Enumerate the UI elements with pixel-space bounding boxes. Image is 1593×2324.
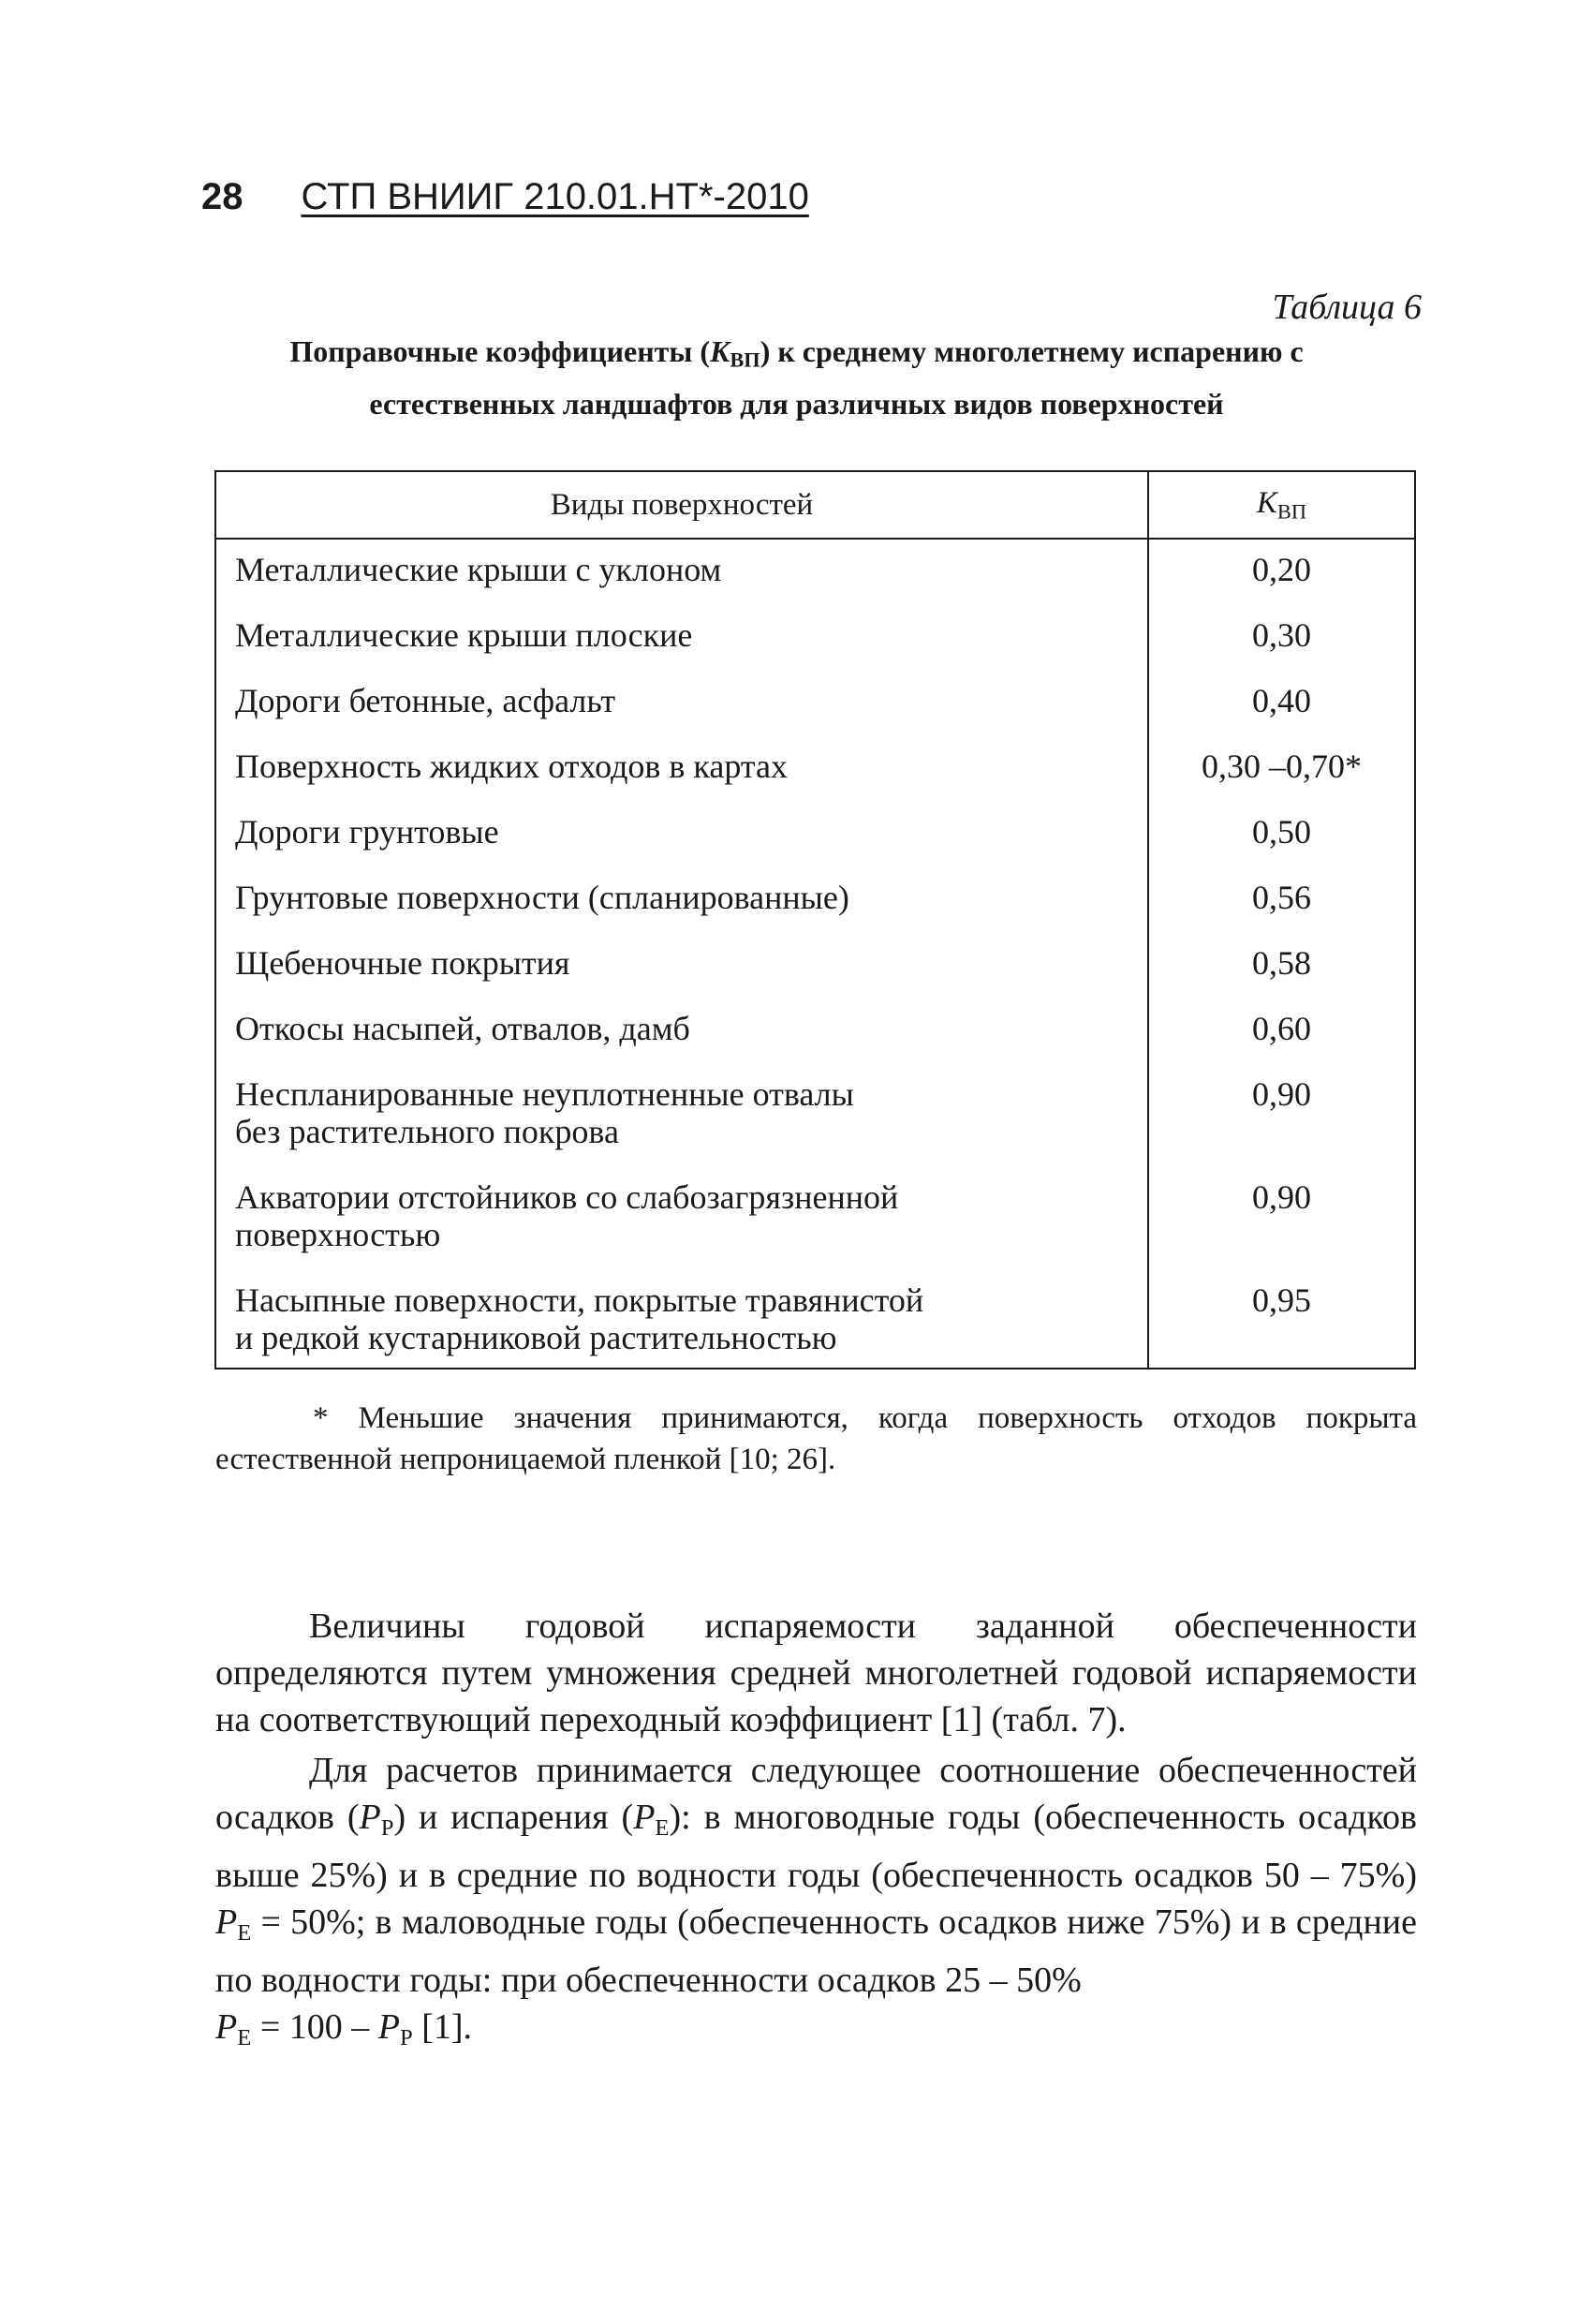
table-row — [215, 1272, 1415, 1369]
p-symbol: P — [633, 1798, 656, 1837]
surface-cell: Дороги грунтовые — [215, 804, 1148, 869]
header-k-symbol: K — [1256, 485, 1277, 520]
table-header-row — [215, 471, 1415, 539]
coefficient-cell: 0,30 — [1148, 607, 1415, 673]
coefficient-cell: 0,20 — [1148, 539, 1415, 607]
table-number: Таблица 6 — [1272, 288, 1422, 327]
text-run: ) и испарения ( — [393, 1798, 634, 1837]
surface-cell — [215, 1169, 1148, 1272]
text-run: ): в многоводные годы (обеспеченность осадков выше 25%) и в средние по водности годы (обеспеченность осадков 50 – 75%) — [215, 1798, 1417, 1895]
table-row — [215, 539, 1415, 607]
surface-line: Неспланированные неуплотненные отвалы — [235, 1075, 854, 1113]
coefficient-cell: 0,58 — [1148, 935, 1415, 1000]
table-row — [215, 1066, 1415, 1169]
surface-cell: Щебеночные покрытия — [215, 935, 1148, 1000]
subscript-e: Е — [655, 1814, 670, 1841]
surface-line: поверхностью — [235, 1216, 441, 1253]
coefficient-cell: 0,60 — [1148, 1000, 1415, 1066]
text-run: [1]. — [412, 2006, 473, 2047]
caption-text-start: Поправочные коэффициенты ( — [289, 334, 710, 368]
p-symbol: P — [215, 1902, 238, 1942]
header-surface-types: Виды поверхностей — [215, 471, 1148, 539]
coefficient-cell: 0,50 — [1148, 804, 1415, 869]
header-coefficient — [1148, 471, 1415, 539]
table-row — [215, 673, 1415, 738]
document-code: СТП ВНИИГ 210.01.НТ*-2010 — [301, 176, 809, 217]
table-row — [215, 607, 1415, 673]
surface-cell: Металлические крыши с уклоном — [215, 539, 1148, 607]
coefficient-cell: 0,90 — [1148, 1169, 1415, 1272]
table-row — [215, 738, 1415, 804]
running-head — [201, 176, 809, 218]
text-run: = 100 – — [251, 2006, 378, 2047]
surface-line: без растительного покрова — [235, 1113, 619, 1150]
coefficient-cell: 0,56 — [1148, 869, 1415, 935]
surface-cell: Грунтовые поверхности (спланированные) — [215, 869, 1148, 935]
subscript-e: Е — [237, 1919, 252, 1946]
surface-line: и редкой кустарниковой растительностью — [235, 1319, 837, 1356]
p-symbol: P — [215, 2006, 238, 2047]
surface-cell — [215, 1066, 1148, 1169]
surface-line: Акватории отстойников со слабозагрязненной — [235, 1178, 899, 1216]
surface-cell: Поверхность жидких отходов в картах — [215, 738, 1148, 804]
coefficient-table — [214, 470, 1416, 1369]
subscript-p: Р — [380, 1814, 394, 1841]
p-symbol: P — [377, 2006, 400, 2047]
table-row — [215, 1169, 1415, 1272]
surface-cell: Дороги бетонные, асфальт — [215, 673, 1148, 738]
surface-line: Насыпные поверхности, покрытые травянистой — [235, 1281, 924, 1319]
subscript-e: Е — [237, 2024, 252, 2050]
surface-cell: Металлические крыши плоские — [215, 607, 1148, 673]
body-text — [215, 1603, 1417, 2065]
paragraph-2 — [215, 1747, 1417, 2062]
page-number: 28 — [201, 176, 243, 217]
coefficient-cell: 0,40 — [1148, 673, 1415, 738]
coefficient-cell: 0,30 –0,70* — [1148, 738, 1415, 804]
coefficient-cell: 0,90 — [1148, 1066, 1415, 1169]
caption-text-end: ) к среднему многолетнему испарению с естественных ландшафтов для различных видов поверхностей — [369, 334, 1304, 421]
table-footnote: * Меньшие значения принимаются, когда поверхность отходов покрыта естественной непроницаемой пленкой [10; 26]. — [215, 1401, 1417, 1476]
surface-cell — [215, 1272, 1148, 1369]
table-row — [215, 804, 1415, 869]
surface-cell: Откосы насыпей, отвалов, дамб — [215, 1000, 1148, 1066]
table-row — [215, 935, 1415, 1000]
coefficient-cell: 0,95 — [1148, 1272, 1415, 1369]
table-row — [215, 1000, 1415, 1066]
caption-k-symbol: K — [710, 334, 730, 368]
text-run: Для расчетов принимается следующее соотношение обеспеченностей осадков ( — [215, 1751, 1417, 1837]
table-row — [215, 869, 1415, 935]
header-k-subscript: ВП — [1276, 499, 1307, 524]
p-symbol: P — [359, 1798, 381, 1837]
table-caption — [215, 330, 1378, 425]
paragraph-1: Величины годовой испаряемости заданной обеспеченности определяются путем умножения средней многолетней годовой испаряемости на соответствующий переходный коэффициент [1] (табл. 7). — [215, 1606, 1417, 1739]
subscript-p: Р — [399, 2024, 413, 2050]
caption-k-subscript: ВП — [730, 348, 760, 372]
text-run: = 50%; в маловодные годы (обеспеченность осадков ниже 75%) и в средние по водности годы: при обеспеченности осадков 25 – 50% — [215, 1902, 1417, 2000]
